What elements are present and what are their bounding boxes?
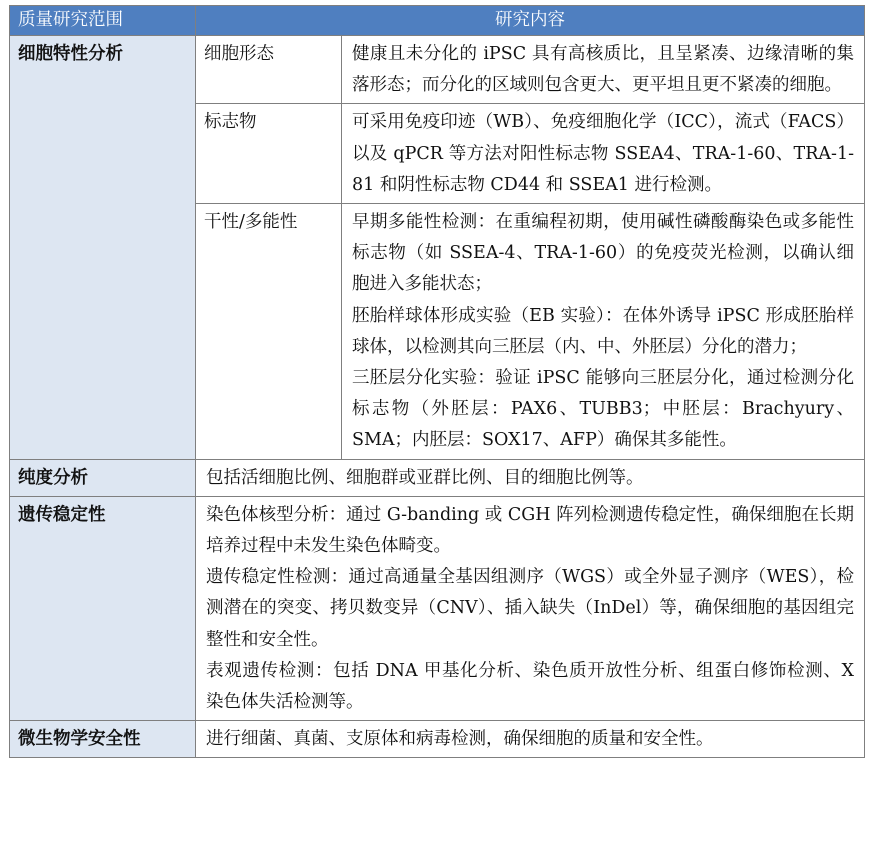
paragraph-trilineage: 三胚层分化实验：验证 iPSC 能够向三胚层分化，通过检测分化标志物（外胚层：PAX6、TUBB3；中胚层：Brachyury、SMA；内胚层：SOX17、AFP）确保其多能性。	[352, 368, 854, 451]
paragraph-karyotype: 染色体核型分析：通过 G-banding 或 CGH 阵列检测遗传稳定性，确保细胞在长期培养过程中未发生染色体畸变。	[206, 504, 854, 557]
paragraph-early-pluripotency: 早期多能性检测：在重编程初期，使用碱性磷酸酶染色或多能性标志物（如 SSEA-4、TRA-1-60）的免疫荧光检测，以确认细胞进入多能状态；	[352, 212, 854, 295]
content-genetic-stability	[196, 496, 865, 720]
header-content: 研究内容	[196, 6, 865, 36]
category-microbial-safety: 微生物学安全性	[10, 721, 196, 758]
category-genetic-stability: 遗传稳定性	[10, 496, 196, 720]
quality-research-table	[9, 5, 865, 758]
content-microbial-safety: 进行细菌、真菌、支原体和病毒检测，确保细胞的质量和安全性。	[196, 721, 865, 758]
category-purity: 纯度分析	[10, 459, 196, 496]
table-header-row	[10, 6, 865, 36]
subcategory-morphology: 细胞形态	[196, 36, 342, 104]
content-morphology: 健康且未分化的 iPSC 具有高核质比，且呈紧凑、边缘清晰的集落形态；而分化的区域则包含更大、更平坦且更不紧凑的细胞。	[342, 36, 865, 104]
content-markers: 可采用免疫印迹（WB）、免疫细胞化学（ICC），流式（FACS）以及 qPCR 等方法对阳性标志物 SSEA4、TRA-1-60、TRA-1-81 和阴性标志物 CD44 和 SSEA1 进行检测。	[342, 104, 865, 204]
category-cell-characteristics: 细胞特性分析	[10, 36, 196, 460]
subcategory-markers: 标志物	[196, 104, 342, 204]
paragraph-eb-assay: 胚胎样球体形成实验（EB 实验）：在体外诱导 iPSC 形成胚胎样球体，以检测其向三胚层（内、中、外胚层）分化的潜力；	[352, 305, 854, 357]
header-scope: 质量研究范围	[10, 6, 196, 36]
content-pluripotency	[342, 204, 865, 460]
content-purity: 包括活细胞比例、细胞群或亚群比例、目的细胞比例等。	[196, 459, 865, 496]
table-row	[10, 459, 865, 496]
table-row	[10, 496, 865, 720]
paragraph-genome-sequencing: 遗传稳定性检测：通过高通量全基因组测序（WGS）或全外显子测序（WES），检测潜在的突变、拷贝数变异（CNV）、插入缺失（InDel）等，确保细胞的基因组完整性和安全性。	[206, 567, 854, 650]
table-row	[10, 36, 865, 104]
table-row	[10, 721, 865, 758]
subcategory-pluripotency: 干性/多能性	[196, 204, 342, 460]
paragraph-epigenetics: 表观遗传检测：包括 DNA 甲基化分析、染色质开放性分析、组蛋白修饰检测、X 染色体失活检测等。	[206, 660, 854, 713]
